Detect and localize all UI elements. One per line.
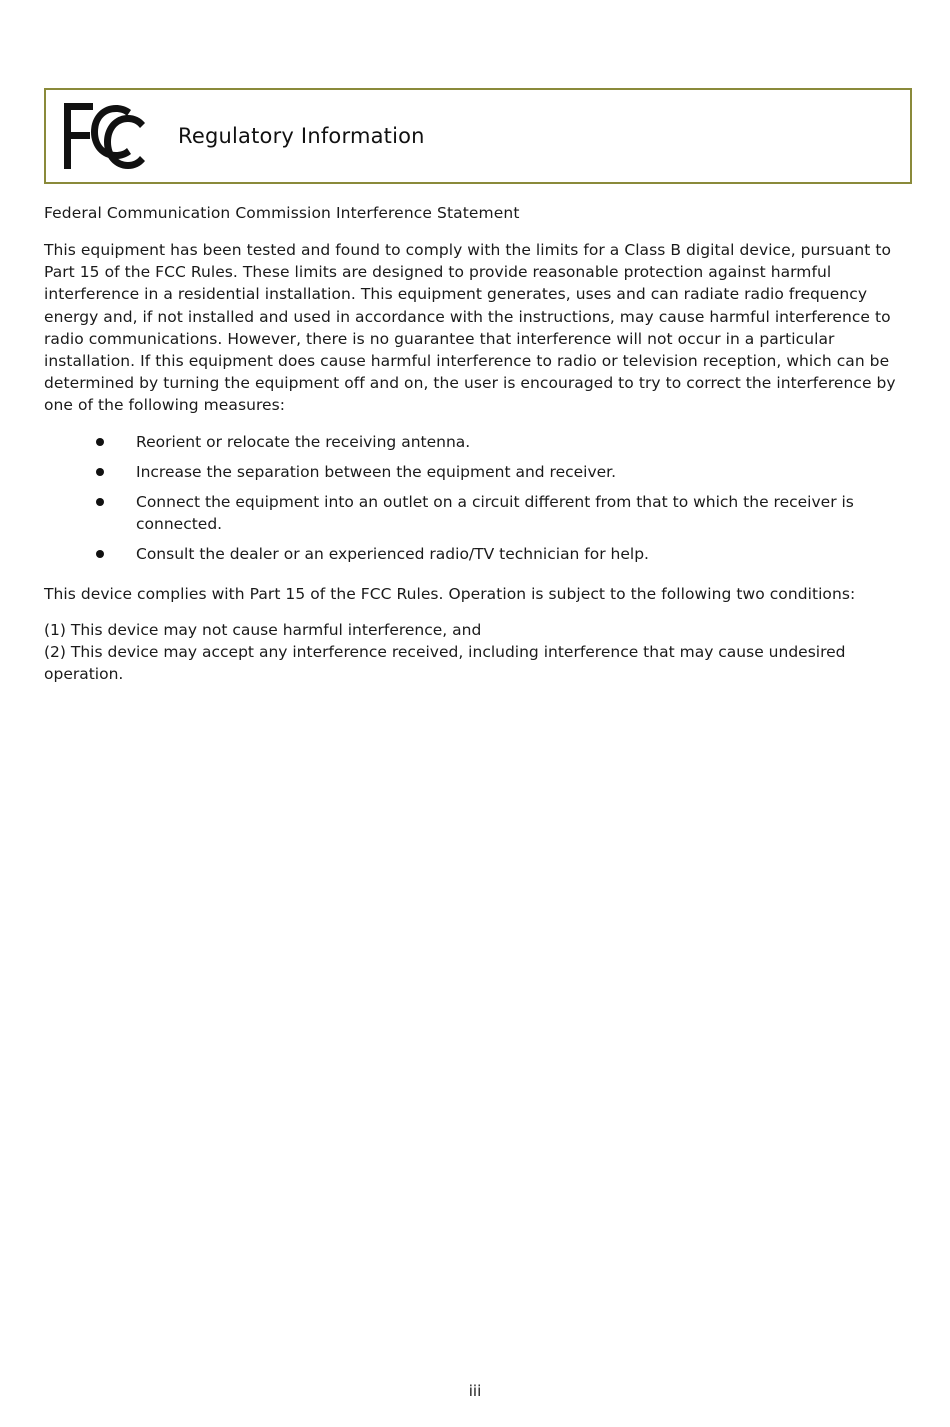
bullet-icon <box>96 498 104 506</box>
section-heading: Federal Communication Commission Interference Statement <box>44 204 520 222</box>
measures-list <box>44 431 912 566</box>
compliance-paragraph: This device complies with Part 15 of the FCC Rules. Operation is subject to the following two conditions: <box>44 584 856 603</box>
page-content <box>44 88 912 685</box>
list-item <box>96 461 912 483</box>
page-number: iii <box>468 1382 482 1400</box>
list-item <box>96 491 912 535</box>
list-item-label: Increase the separation between the equipment and receiver. <box>136 462 617 481</box>
fcc-logo-icon <box>60 99 152 173</box>
list-item-label: Consult the dealer or an experienced radio/TV technician for help. <box>136 545 649 564</box>
list-item-label: Connect the equipment into an outlet on a circuit different from that to which the receiver is connected. <box>136 493 854 534</box>
bullet-icon <box>96 468 104 476</box>
list-item <box>96 543 912 565</box>
conditions-block <box>44 619 912 686</box>
bullet-icon <box>96 550 104 558</box>
page-title: Regulatory Information <box>178 124 425 148</box>
list-item <box>96 431 912 453</box>
bullet-icon <box>96 438 104 446</box>
condition-two: (2) This device may accept any interference received, including interference that may cause undesired operation. <box>44 643 846 684</box>
list-item-label: Reorient or relocate the receiving antenna. <box>136 432 471 451</box>
regulatory-header <box>44 88 912 184</box>
fcc-statement-paragraph: This equipment has been tested and found to comply with the limits for a Class B digital device, pursuant to Part 15 of the FCC Rules. These limits are designed to provide reasonable protection against harmful interference in a residential installation. This equipment generates, uses and can radiate radio frequency energy and, if not installed and used in accordance with the instructions, may cause harmful interference to radio communications. However, there is no guarantee that interference will not occur in a particular installation. If this equipment does cause harmful interference to radio or television reception, which can be determined by turning the equipment off and on, the user is encouraged to try to correct the interference by one of the following measures: <box>44 241 896 415</box>
condition-one: (1) This device may not cause harmful interference, and <box>44 620 482 639</box>
